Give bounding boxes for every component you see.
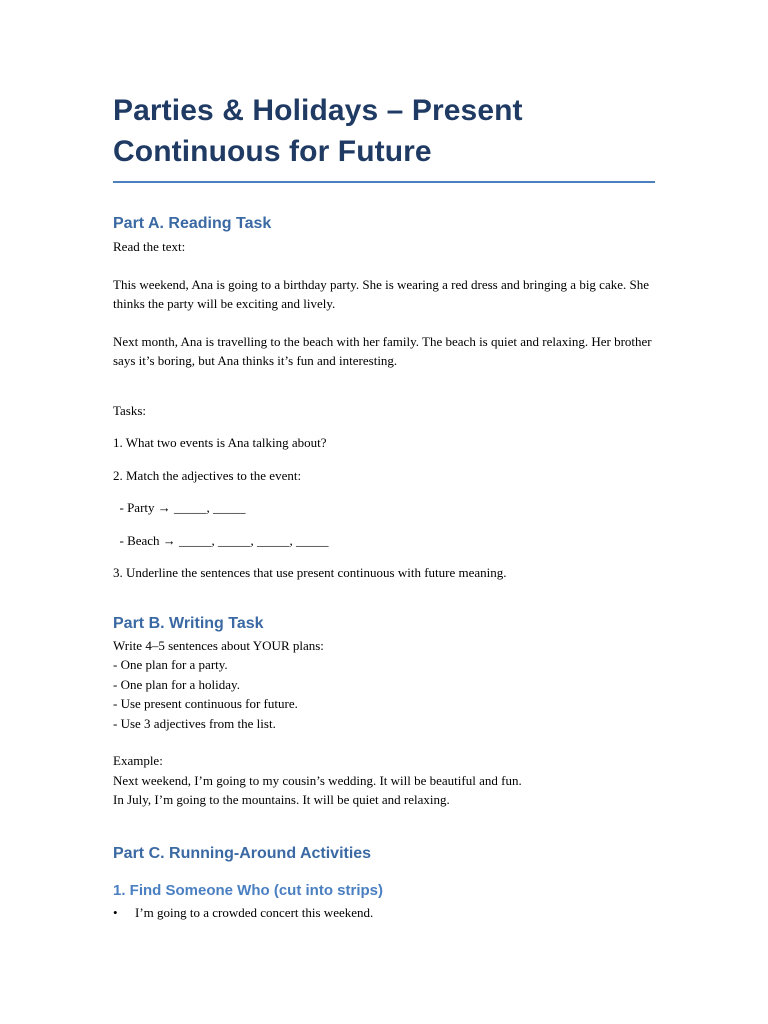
- part-a-intro: Read the text:: [113, 239, 186, 254]
- part-b-heading: Part B. Writing Task: [113, 614, 264, 632]
- find-someone-list: [113, 903, 655, 923]
- task-3: 3. Underline the sentences that use present continuous with future meaning.: [113, 565, 507, 580]
- task-1: 1. What two events is Ana talking about?: [113, 435, 327, 450]
- list-item-text: I’m going to a crowded concert this weekend.: [135, 904, 374, 920]
- part-a-heading: Part A. Reading Task: [113, 215, 272, 232]
- document-page: [113, 90, 655, 922]
- task-2: 2. Match the adjectives to the event:: [113, 467, 302, 483]
- part-b-item: - Use 3 adjectives from the list.: [113, 715, 276, 731]
- example-label: Example:: [113, 753, 163, 768]
- part-b-item: - One plan for a party.: [113, 657, 228, 672]
- task-2-party-line: - Party → _____, _____: [113, 500, 246, 515]
- example-line: In July, I’m going to the mountains. It will be quiet and relaxing.: [113, 792, 450, 807]
- part-c-subheading: 1. Find Someone Who (cut into strips): [113, 881, 383, 899]
- tasks-label: Tasks:: [113, 402, 147, 418]
- example-line: Next weekend, I’m going to my cousin’s wedding. It will be beautiful and fun.: [113, 772, 522, 788]
- bullet-icon: •: [113, 904, 118, 920]
- part-a-paragraph-2: Next month, Ana is travelling to the beach with her family. The beach is quiet and relaxing. Her brother says it’s boring, but Ana thinks it’s fun and interesting.: [113, 333, 652, 368]
- part-b-item: - One plan for a holiday.: [113, 676, 240, 692]
- part-b-instruction: Write 4–5 sentences about YOUR plans:: [113, 637, 324, 653]
- part-c-heading: Part C. Running-Around Activities: [113, 844, 372, 862]
- list-item: [113, 903, 655, 923]
- title-divider: [113, 181, 655, 183]
- task-2-beach-line: - Beach → _____, _____, _____, _____: [113, 532, 329, 548]
- part-b-item: - Use present continuous for future.: [113, 696, 298, 711]
- page-title: Parties & Holidays – Present Continuous for Future: [113, 94, 523, 168]
- part-a-paragraph-1: This weekend, Ana is going to a birthday party. She is wearing a red dress and bringing a big cake. She thinks the party will be exciting and lively.: [113, 276, 649, 311]
